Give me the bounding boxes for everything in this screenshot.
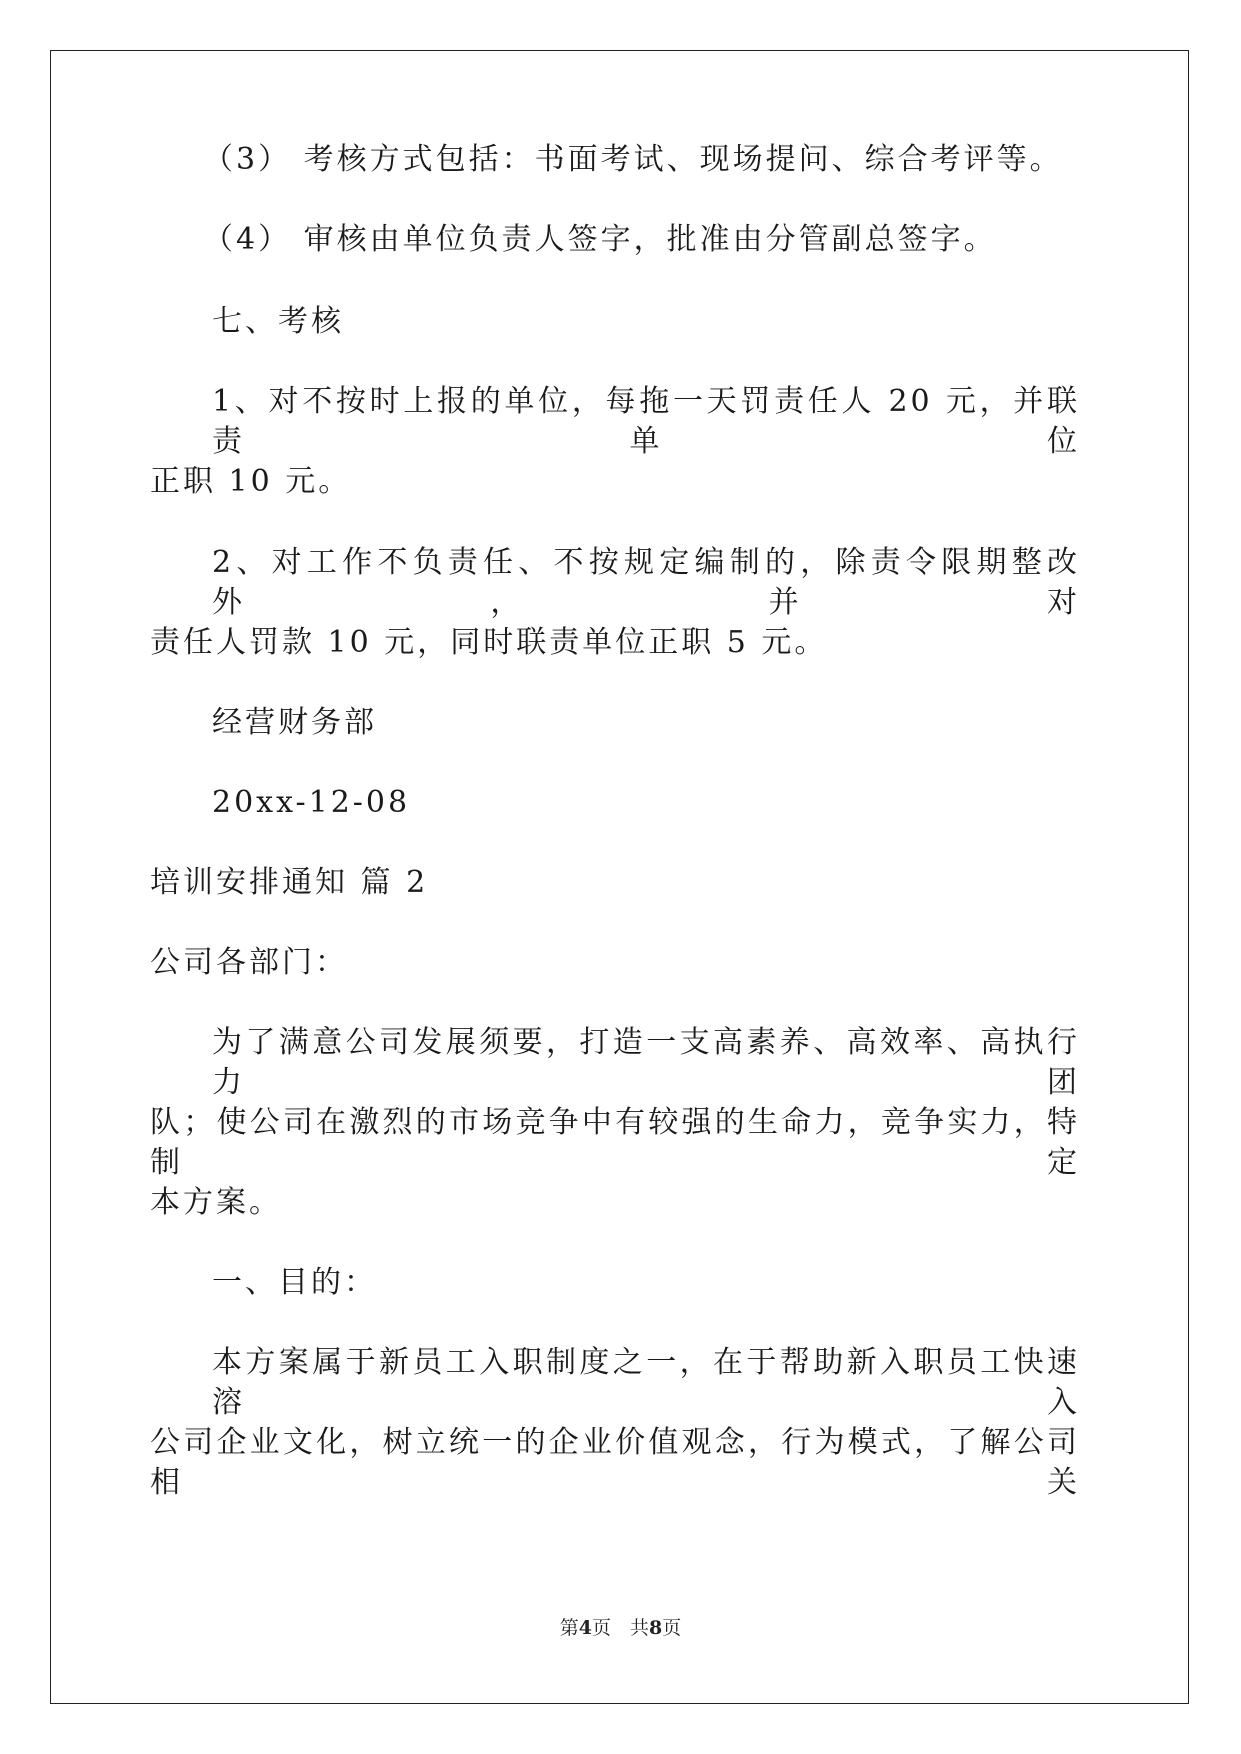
section-heading: 七、考核	[212, 304, 344, 339]
article-title: 培训安排通知 篇 2	[150, 865, 429, 900]
paragraph-line: 责任人罚款 10 元，同时联责单位正职 5 元。	[150, 625, 828, 660]
paragraph-line: （3） 考核方式包括：书面考试、现场提问、综合考评等。	[203, 142, 1063, 177]
signature-date: 20xx-12-08	[212, 785, 411, 820]
page-current: 4	[578, 1617, 592, 1639]
paragraph-line: 1、对不按时上报的单位，每拖一天罚责任人 20 元，并联责单位	[212, 384, 1080, 459]
paragraph-line: 公司企业文化，树立统一的企业价值观念，行为模式，了解公司相关	[150, 1425, 1080, 1500]
page-prefix: 第	[559, 1617, 579, 1639]
salutation: 公司各部门：	[150, 945, 348, 980]
paragraph-line: 为了满意公司发展须要，打造一支高素养、高效率、高执行力团	[212, 1025, 1080, 1100]
paragraph-line: 本方案属于新员工入职制度之一，在于帮助新入职员工快速溶入	[212, 1345, 1080, 1420]
page-total: 8	[649, 1617, 663, 1639]
signature-department: 经营财务部	[212, 705, 377, 740]
paragraph-line: 正职 10 元。	[150, 464, 352, 499]
paragraph-line: 2、对工作不负责任、不按规定编制的，除责令限期整改外，并对	[212, 545, 1080, 620]
page-suffix: 页	[662, 1617, 682, 1639]
section-heading: 一、目的：	[212, 1265, 377, 1300]
page-mid: 页 共	[591, 1617, 649, 1639]
paragraph-line: 队；使公司在激烈的市场竞争中有较强的生命力，竞争实力，特制定	[150, 1105, 1080, 1180]
paragraph-line: 本方案。	[150, 1185, 282, 1220]
paragraph-line: （4） 审核由单位负责人签字，批准由分管副总签字。	[203, 222, 997, 257]
page-number	[0, 1616, 1241, 1640]
